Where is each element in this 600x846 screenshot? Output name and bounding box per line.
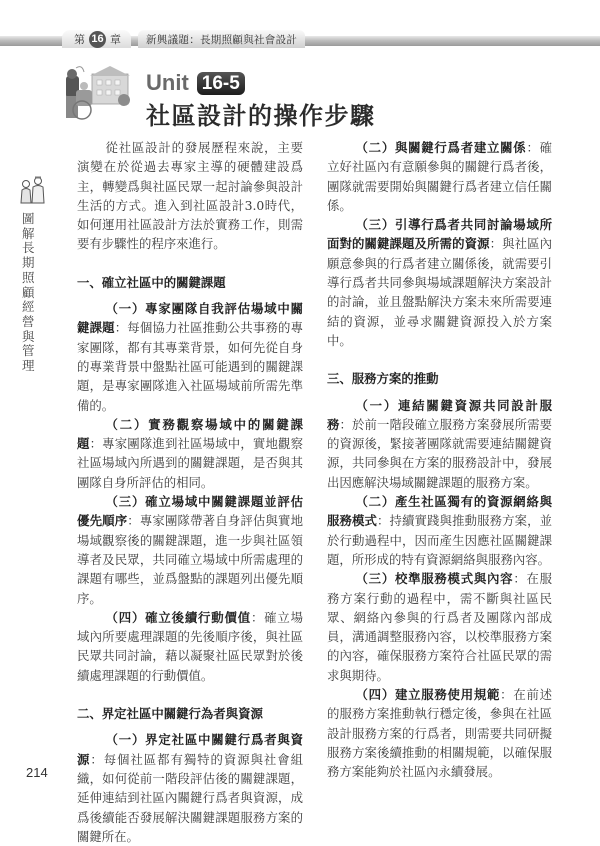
item-lead: （二）與關鍵行爲者建立關係 — [355, 140, 527, 155]
item-lead: （三）引導行爲者共同討論場域所面對的關鍵課題及所需的資源 — [327, 217, 552, 252]
item-body: ：在前述的服務方案推動執行穩定後，參與在社區設計服務方案的行爲者，則需要共同研擬服務方案後續推動的相關規範，以確保服務方案能夠於社區內永續發展。 — [327, 687, 553, 780]
item-lead: （三）校準服務模式與內容 — [355, 571, 514, 587]
chapter-prefix: 第 — [74, 33, 85, 46]
item-lead: （一）專家團隊自我評估場域中關鍵課題 — [77, 301, 303, 336]
item-body: ：與社區內願意參與的行爲者建立關係後，就需要引導行爲者共同參與場域課題解決方案設計的討論，並且盤點解決方案未來所需要連結的資源，並尋求關鍵資源投入於方案中。 — [327, 236, 553, 348]
item-lead: （一）連結關鍵資源共同設計服務 — [327, 397, 552, 432]
chapter-title: 新興議題：長期照顧與社會設計 — [146, 33, 298, 46]
paragraph — [77, 415, 303, 492]
item-lead: （二）實務觀察場域中的關鍵課題 — [77, 416, 303, 452]
section-heading-3: 三、服務方案的推動 — [327, 371, 439, 387]
item-body: ：確立好社區內有意願參與的關鍵行爲者後，團隊就需要開始與關鍵行爲者建立信任關係。 — [327, 140, 553, 213]
book-title-vertical: 圖解長期照顧經營與管理 — [22, 211, 35, 374]
unit-heading — [146, 70, 245, 96]
chapter-suffix: 章 — [110, 33, 121, 46]
unit-title: 社區設計的操作步驟 — [146, 102, 376, 130]
paragraph — [327, 396, 552, 492]
item-body: ：在服務方案行動的過程中，需不斷與社區民眾、網絡內參與的行爲者及團隊內部成員，溝通調整服務內容，以校準服務方案的內容，確保服務方案符合社區民眾的需求與期待。 — [327, 571, 553, 683]
paragraph — [77, 730, 303, 846]
chapter-number-badge: 16 — [89, 31, 106, 48]
item-body: ：於前一階段確立服務方案發展所需要的資源後，緊接著團隊就需要連結關鍵資源，共同參與在方案的服務設計中，發展出因應解決場域關鍵課題的服務方案。 — [327, 416, 553, 490]
item-lead: （四）確立後續行動價值 — [105, 609, 251, 625]
item-body: ：專家團隊帶著自身評估與實地場域觀察後的關鍵課題，進一步與社區領導者及民眾，共同確立場域中所需處理的課題有哪些，並爲盤點的課題列出優先順序。 — [77, 513, 304, 606]
item-lead: （四）建立服務使用規範 — [355, 687, 501, 703]
caregivers-illustration-icon — [16, 175, 48, 207]
left-column — [77, 138, 303, 846]
unit-label: Unit — [146, 70, 189, 95]
item-lead: （二）產生社區獨有的資源網絡與服務模式 — [327, 494, 552, 529]
paragraph — [327, 569, 552, 685]
page-number: 214 — [26, 765, 48, 780]
item-lead: （一）界定社區中關鍵行爲者與資源 — [77, 732, 303, 767]
intro-paragraph: 從社區設計的發展歷程來說，主要演變在於從過去專家主導的硬體建設爲主，轉變爲與社區民眾一起討論參與設計生活的方式。進入到社區設計3.0時代，如何運用社區設計方法於實務工作，則需要有步驟性的程序來進行。 — [77, 140, 303, 252]
right-column — [327, 138, 552, 782]
caregiver-wheelchair-illustration-icon — [62, 66, 132, 121]
item-body: ：每個協力社區推動公共事務的專家團隊，都有其專業背景，如何先從自身的專業背景中盤點社區可能遇到的關鍵課題，是專家團隊進入社區場域前所需先準備的。 — [77, 320, 304, 413]
paragraph — [77, 608, 303, 685]
item-lead: （三）確立場域中關鍵課題並評估優先順序 — [77, 494, 303, 529]
unit-number-badge: 16-5 — [197, 72, 245, 95]
paragraph — [77, 299, 303, 415]
item-body: ：確立場域內所要處理課題的先後順序後，與社區民眾共同討論，藉以凝聚社區民眾對於後續處理課題的行動價值。 — [77, 609, 304, 683]
paragraph — [327, 215, 552, 350]
paragraph — [327, 492, 552, 569]
paragraph — [77, 492, 303, 608]
chapter-title-tab — [138, 30, 305, 48]
section-heading-2: 二、界定社區中關鍵行為者與資源 — [77, 706, 263, 722]
item-body: ：專家團隊進到社區場域中，實地觀察社區場域內所遇到的關鍵課題，是否與其團隊自身所評估的相同。 — [77, 436, 304, 490]
item-body: ：持續實踐與推動服務方案，並於行動過程中，因而產生因應社區關鍵課題，所形成的特有資源網絡與服務內容。 — [327, 513, 553, 567]
item-body: ：每個社區都有獨特的資源與社會組織，如何從前一階段評估後的關鍵課題，延伸連結到社區內關鍵行爲者與資源，成爲後續能否發展解決關鍵課題服務方案的關鍵所在。 — [77, 751, 304, 844]
section-heading-1: 一、確立社區中的關鍵課題 — [77, 274, 226, 290]
paragraph — [327, 138, 552, 215]
chapter-tab — [62, 30, 131, 48]
paragraph — [327, 685, 552, 781]
